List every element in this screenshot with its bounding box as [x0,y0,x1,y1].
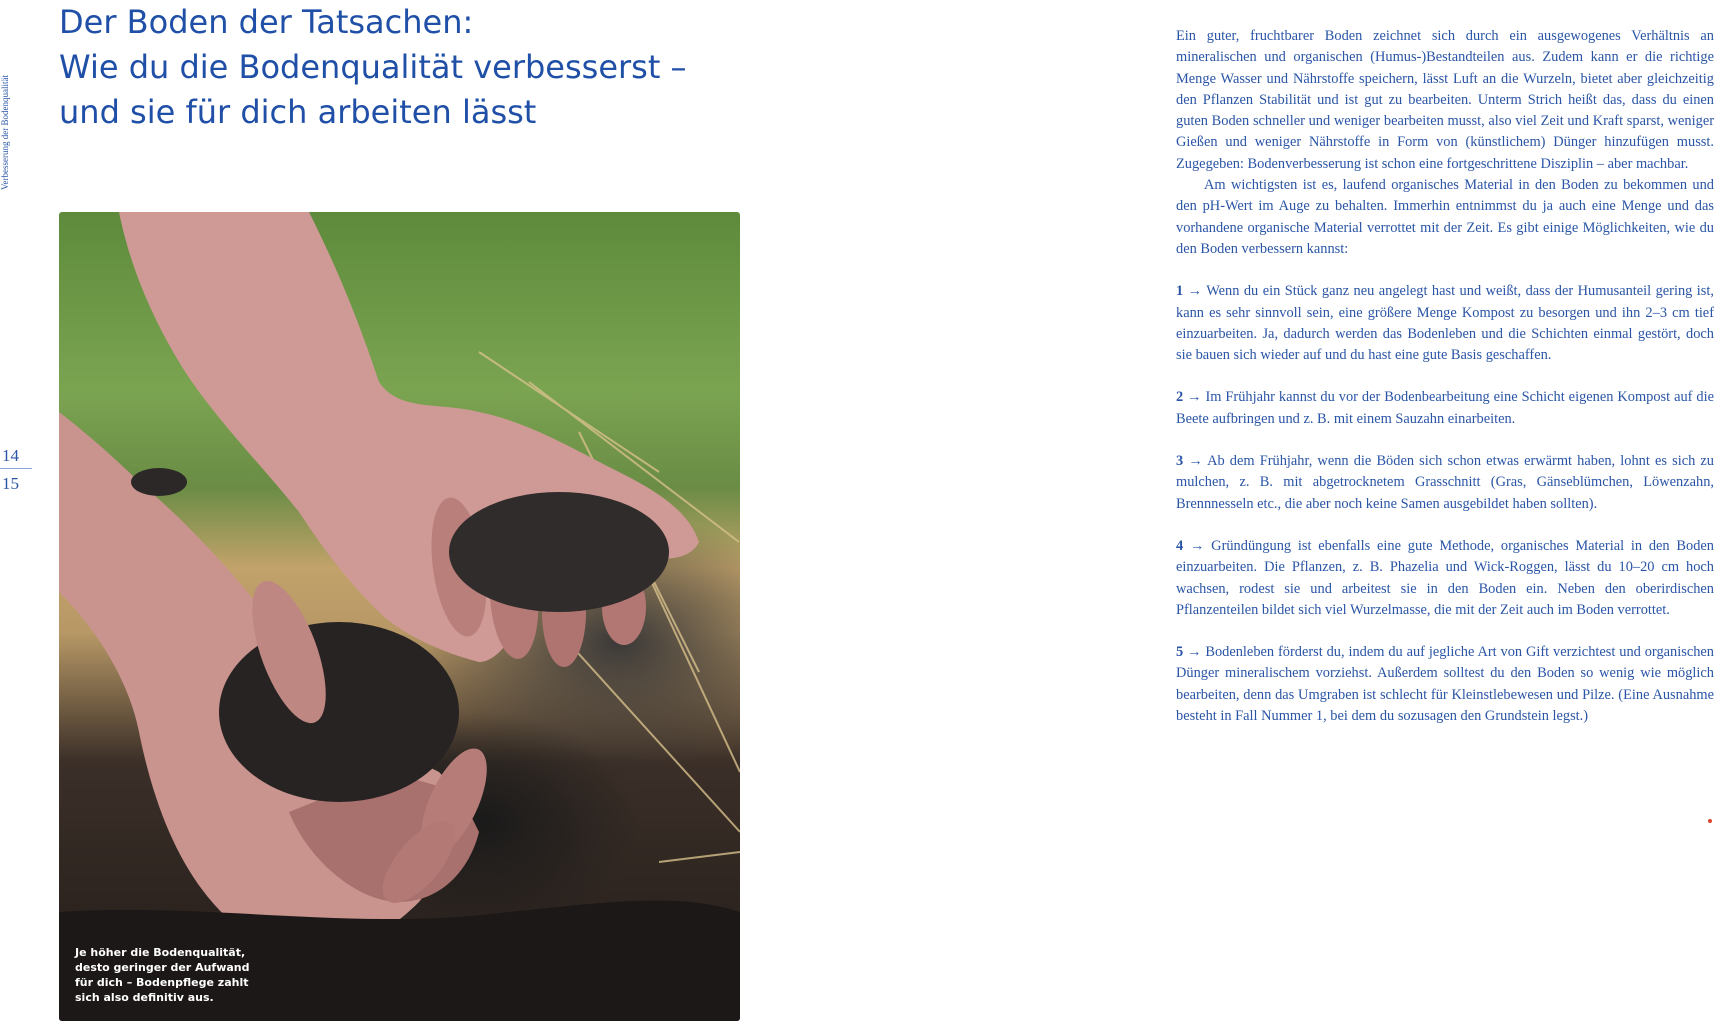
list-item-text: Gründüngung ist ebenfalls eine gute Methode, organisches Material in den Boden einzuarbeiten. Die Pflanzen, z. B. Phazelia und Wick-Roggen, lässt du 10–20 cm hoch wachsen, rodest sie und arbeitest sie in den Boden ein. Neben den oberirdischen Pflanzenteilen bildet sich viel Wurzelmasse, die mit der Zeit auch im Boden verrottet. [1176,537,1714,618]
list-item [1176,451,1714,515]
list-item-text: Wenn du ein Stück ganz neu angelegt hast und weißt, dass der Humusanteil gering ist, kann es sehr sinnvoll sein, eine größere Menge Kompost zu besorgen und ihn 2–3 cm tief einzuarbeiten. Ja, dadurch werden das Bodenleben und die Schichten einmal gestört, doch sie bauen sich wieder auf und du hast eine gute Basis geschaffen. [1176,283,1714,364]
list-item [1176,281,1714,366]
chapter-headline [59,0,759,135]
hands-holding-soil-photo [59,212,740,1021]
list-item [1176,642,1714,727]
list-item-text: Im Frühjahr kannst du vor der Bodenbearbeitung eine Schicht eigenen Kompost auf die Beete aufbringen und z. B. mit einem Sauzahn einarbeiten. [1176,389,1714,427]
list-item-number: 5 → [1176,644,1202,661]
page-number-divider [0,468,32,469]
list-item [1176,536,1714,621]
caption-line-3: für dich – Bodenpflege zahlt [75,976,249,989]
list-item-number: 3 → [1176,453,1203,470]
caption-line-4: sich also definitiv aus. [75,991,214,1004]
caption-line-1: Je höher die Bodenqualität, [75,946,246,959]
intro-paragraph: Ein guter, fruchtbarer Boden zeichnet sich durch ein ausgewogenes Verhältnis an mineralischen und organischen (Humus-)Bestandteilen aus. Zudem kann er die richtige Menge Wasser und Nährstoffe speichern, lässt Luft an die Wurzeln, bietet aber gleichzeitig den Pflanzen Stabilität und ist gut zu bearbeiten. Unterm Strich heißt das, dass du einen guten Boden schneller und weniger bearbeiten musst, also viel Zeit und Kraft sparst, weniger Gießen und weniger Nährstoffe in Form von (künstlichem) Dünger hinzufügen musst. Zugegeben: Bodenverbesserung ist schon eine fortgeschrittene Disziplin – aber machbar. [1176,28,1714,172]
list-item-number: 1 → [1176,283,1203,300]
page-number-right: 15 [2,474,19,493]
headline-line-2: Wie du die Bodenqualität verbesserst – [59,48,687,86]
end-mark-dot [1708,819,1712,823]
running-section-label: Verbesserung der Bodenqualität [0,75,10,190]
page-number-left: 14 [2,446,19,465]
headline-line-3: und sie für dich arbeiten lässt [59,93,537,131]
photo-caption [75,945,265,1005]
intro-paragraph-2: Am wichtigsten ist es, laufend organisches Material in den Boden zu bekommen und den pH-Wert im Auge zu behalten. Immerhin entnimmst du ja auch eine Menge und das vorhandene organische Material verrottet mit der Zeit. Es gibt einige Möglichkeiten, wie du den Boden verbessern kannst: [1176,177,1714,257]
list-item-number: 2 → [1176,389,1202,406]
body-text-column [1176,26,1714,727]
list-item-number: 4 → [1176,537,1205,554]
list-item-text: Bodenleben förderst du, indem du auf jegliche Art von Gift verzichtest und organischen Dünger mineralischem vorziehst. Außerdem solltest du den Boden so wenig wie möglich bearbeiten, denn das Umgraben ist schlecht für Kleinstlebewesen und Pilze. (Eine Ausnahme besteht in Fall Nummer 1, bei dem du sozusagen den Grundstein legst.) [1176,644,1714,725]
headline-line-1: Der Boden der Tatsachen: [59,3,474,41]
list-item [1176,387,1714,430]
hands-illustration [59,212,740,1021]
caption-line-2: desto geringer der Aufwand [75,961,250,974]
list-item-text: Ab dem Frühjahr, wenn die Böden sich schon etwas erwärmt haben, lohnt es sich zu mulchen, z. B. mit abgetrocknetem Grasschnitt (Gras, Gänseblümchen, Löwenzahn, Brennnesseln etc., die aber noch keine Samen ausgebildet haben sollten). [1176,453,1714,512]
